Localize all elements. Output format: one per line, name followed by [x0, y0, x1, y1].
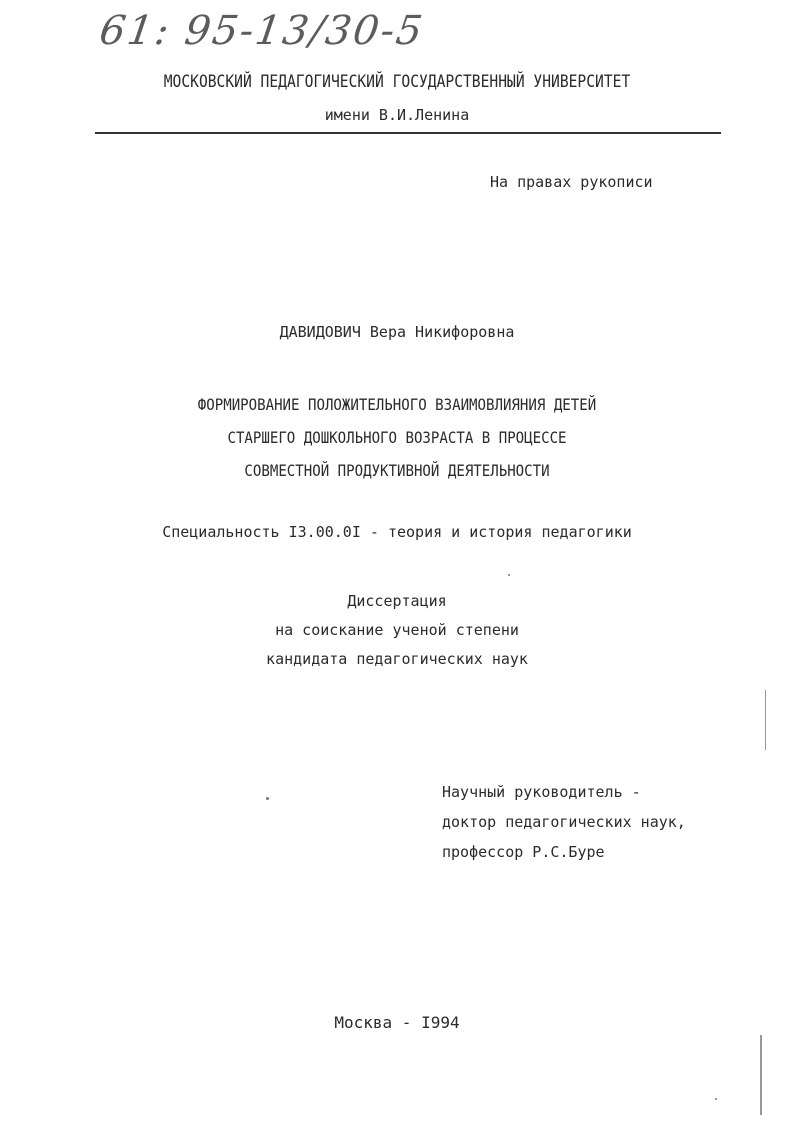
- supervisor-line: Научный руководитель -: [442, 783, 641, 801]
- manuscript-rights-note: На правах рукописи: [490, 173, 653, 191]
- university-named-after: имени В.И.Ленина: [324, 106, 470, 124]
- place-and-year: Москва - I994: [334, 1013, 460, 1032]
- thesis-title: [0, 388, 794, 487]
- scan-speck: [266, 797, 269, 800]
- thesis-title-line: ФОРМИРОВАНИЕ ПОЛОЖИТЕЛЬНОГО ВЗАИМОВЛИЯНИЯ ДЕТЕЙ: [197, 395, 597, 414]
- dissertation-line: на соискание ученой степени: [275, 621, 519, 639]
- author-name: ДАВИДОВИЧ Вера Никифоровна: [279, 323, 515, 341]
- thesis-title-line: СТАРШЕГО ДОШКОЛЬНОГО ВОЗРАСТА В ПРОЦЕССЕ: [227, 428, 567, 447]
- scan-edge-line: [765, 690, 766, 750]
- supervisor-line: доктор педагогических наук,: [442, 813, 686, 831]
- scan-speck: [508, 574, 510, 576]
- dissertation-line: Диссертация: [347, 592, 447, 610]
- scan-edge-line: [760, 1035, 762, 1115]
- dissertation-block: [0, 587, 794, 674]
- university-name: МОСКОВСКИЙ ПЕДАГОГИЧЕСКИЙ ГОСУДАРСТВЕННЫЙ УНИВЕРСИТЕТ: [163, 72, 631, 92]
- thesis-title-line: СОВМЕСТНОЙ ПРОДУКТИВНОЙ ДЕЯТЕЛЬНОСТИ: [244, 461, 550, 480]
- handwritten-archive-code: 61: 95-13/30-5: [96, 8, 427, 54]
- specialty-line: Специальность I3.00.0I - теория и история педагогики: [162, 523, 632, 541]
- dissertation-line: кандидата педагогических наук: [266, 650, 528, 668]
- header-divider: [95, 132, 721, 134]
- supervisor-block: [442, 777, 686, 867]
- supervisor-line: профессор Р.С.Буре: [442, 843, 605, 861]
- scan-speck: [715, 1098, 717, 1100]
